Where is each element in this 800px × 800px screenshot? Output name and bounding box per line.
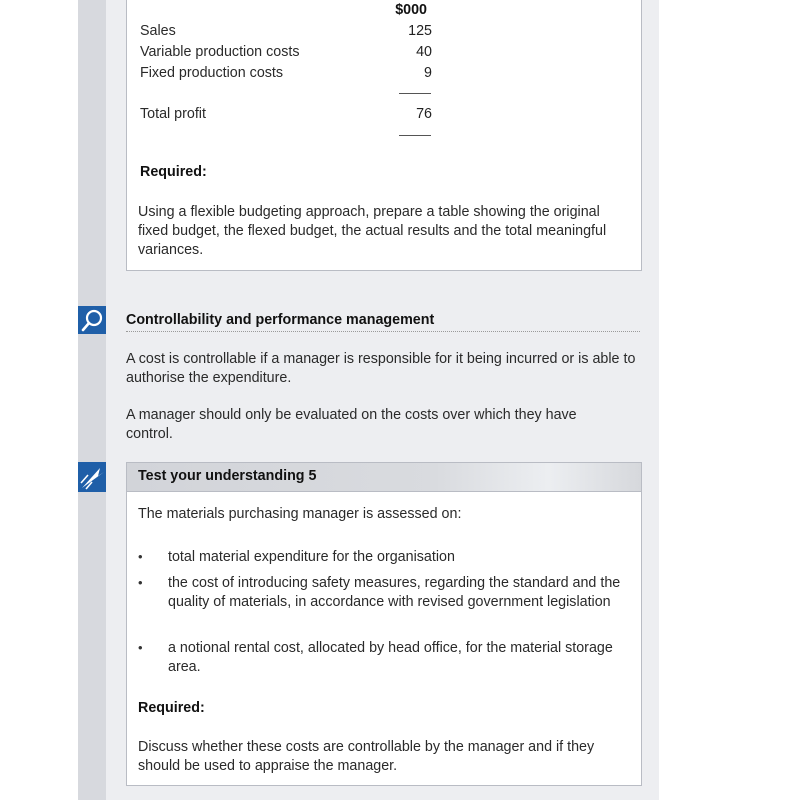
example-box: [126, 0, 642, 271]
total-rule: [399, 135, 431, 136]
table-row-label: Variable production costs: [140, 44, 300, 60]
required-heading: Required:: [140, 164, 207, 180]
table-column-header: $000: [395, 2, 427, 18]
table-row-label: Fixed production costs: [140, 65, 284, 81]
table-row-value: 40: [416, 44, 432, 60]
table-row-value: 125: [408, 23, 432, 39]
list-item: the cost of introducing safety measures, regarding the standard and the quality of materials, in accordance with revised government legislation: [168, 575, 621, 610]
left-margin-strip: [78, 0, 106, 800]
section-paragraph: A manager should only be evaluated on the costs over which they have control.: [126, 407, 577, 442]
total-label: Total profit: [140, 106, 206, 122]
total-value: 76: [416, 106, 432, 122]
required-text: Using a flexible budgeting approach, prepare a table showing the original fixed budget, the flexed budget, the actual results and the total meaningful variances.: [138, 204, 607, 258]
required-text: Discuss whether these costs are controllable by the manager and if they should be used to appraise the manager.: [138, 739, 595, 774]
section-heading: Controllability and performance management: [126, 312, 435, 328]
rocket-icon: [78, 462, 106, 492]
magnifier-icon: [78, 306, 106, 334]
list-item: total material expenditure for the organisation: [168, 549, 455, 565]
table-row-label: Sales: [140, 23, 176, 39]
table-row-value: 9: [424, 65, 432, 81]
bullet-dot: •: [138, 640, 143, 655]
required-heading: Required:: [138, 700, 205, 716]
bullet-dot: •: [138, 549, 143, 564]
section-heading-underline: [126, 331, 640, 332]
list-item: a notional rental cost, allocated by head office, for the material storage area.: [168, 640, 613, 675]
tyu-title: Test your understanding 5: [138, 468, 317, 484]
section-paragraph: A cost is controllable if a manager is responsible for it being incurred or is able to authorise the expenditure.: [126, 351, 636, 386]
test-your-understanding-box: [126, 462, 642, 786]
bullet-dot: •: [138, 575, 143, 590]
tyu-header: [127, 463, 641, 492]
tyu-intro: The materials purchasing manager is assessed on:: [138, 506, 462, 522]
subtotal-rule: [399, 93, 431, 94]
